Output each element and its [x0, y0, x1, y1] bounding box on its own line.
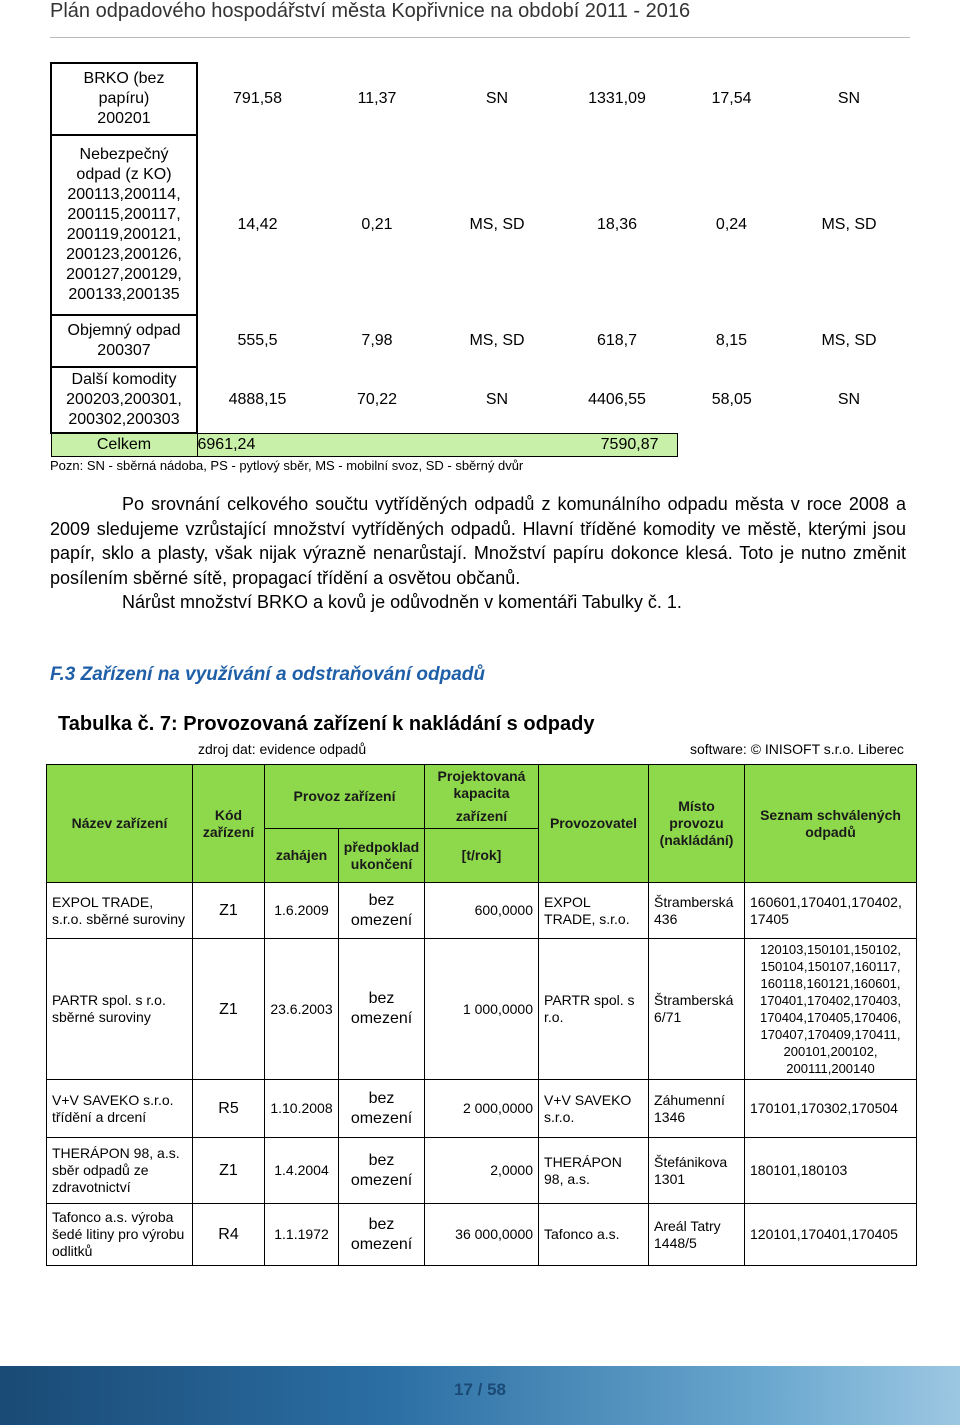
cell-zahajen: 1.10.2008: [265, 1080, 339, 1138]
value-cell: SN: [837, 90, 861, 107]
value-cell: 70,22: [356, 390, 398, 408]
value-cell: 791,58: [233, 90, 282, 107]
cell-zahajen: 1.1.1972: [265, 1204, 339, 1266]
value-cell: 58,05: [711, 391, 752, 408]
value-cell: SN: [485, 90, 509, 107]
cell-ukonceni: bez omezení: [339, 1138, 425, 1204]
data-source: zdroj dat: evidence odpadů: [198, 741, 367, 757]
header-kapacita: Projektovaná kapacita zařízení: [425, 765, 539, 829]
value-cell: MS, SD: [821, 216, 877, 233]
cell-seznam: 120103,150101,150102, 150104,150107,160117, 160118,160121,160601, 170401,170402,170403, 170404,170405,170406, 170407,170409,170411, 200101,200102, 200111,200140: [745, 939, 917, 1080]
cell-provozovatel: EXPOL TRADE, s.r.o.: [539, 883, 649, 939]
paragraph-text: Nárůst množství BRKO a kovů je odůvodněn v komentáři Tabulky č. 1.: [122, 592, 682, 612]
cell-ukonceni: bez omezení: [339, 1204, 425, 1266]
table-row: [47, 883, 917, 939]
value-cell: MS, SD: [821, 332, 877, 349]
value-cell: MS, SD: [469, 332, 525, 349]
header-kod: Kód zařízení: [193, 765, 265, 883]
value-cell: 8,15: [715, 332, 748, 349]
cell-misto: Štramberská 436: [649, 883, 745, 939]
total-2009: 7590,87: [557, 433, 677, 457]
table-row: [47, 939, 917, 1080]
table-note: Pozn: SN - sběrná nádoba, PS - pytlový sběr, MS - mobilní svoz, SD - sběrný dvůr: [50, 458, 524, 473]
comment-paragraph: [50, 492, 906, 615]
cell-kod: Z1: [193, 939, 265, 1080]
cell-provozovatel: PARTR spol. s r.o.: [539, 939, 649, 1080]
page-number: 17 / 58: [454, 1380, 506, 1399]
table-row: [51, 63, 911, 135]
value-cell: 0,24: [715, 216, 748, 233]
table-row: [47, 1080, 917, 1138]
collected-waste-table: [50, 62, 912, 457]
cell-nazev: PARTR spol. s r.o. sběrné suroviny: [47, 939, 193, 1080]
row-label: Objemný odpad 200307: [51, 315, 197, 367]
table-row: [47, 1204, 917, 1266]
header-ukonceni: předpoklad ukončení: [339, 829, 425, 883]
cell-seznam: 160601,170401,170402, 17405: [745, 883, 917, 939]
cell-seznam: 170101,170302,170504: [745, 1080, 917, 1138]
table-row: [51, 135, 911, 315]
header-zahajen: zahájen: [265, 829, 339, 883]
header-divider: [50, 37, 910, 38]
row-label: Nebezpečný odpad (z KO) 200113,200114, 200115,200117, 200119,200121, 200123,200126, 200127,200129, 200133,200135: [51, 135, 197, 315]
cell-provozovatel: Tafonco a.s.: [539, 1204, 649, 1266]
cell-kapacita: 1 000,0000: [425, 939, 539, 1080]
cell-provozovatel: V+V SAVEKO s.r.o.: [539, 1080, 649, 1138]
row-label: BRKO (bez papíru) 200201: [51, 63, 197, 135]
value-cell: 0,21: [361, 216, 393, 233]
value-cell: 17,54: [711, 90, 752, 107]
header-provoz: Provoz zařízení: [265, 765, 425, 829]
cell-ukonceni: bez omezení: [339, 883, 425, 939]
total-label: Celkem: [51, 433, 197, 457]
header-nazev: Název zařízení: [47, 765, 193, 883]
facilities-table: [46, 764, 917, 1266]
cell-misto: Štramberská 6/71: [649, 939, 745, 1080]
cell-kod: R4: [193, 1204, 265, 1266]
section-heading: F.3 Zařízení na využívání a odstraňování odpadů: [50, 664, 485, 685]
cell-seznam: 120101,170401,170405: [745, 1204, 917, 1266]
cell-misto: Štefánikova 1301: [649, 1138, 745, 1204]
value-cell: MS, SD: [469, 216, 525, 233]
value-cell: 14,42: [237, 216, 278, 233]
table-row: [47, 1138, 917, 1204]
cell-ukonceni: bez omezení: [339, 1080, 425, 1138]
value-cell: 4406,55: [588, 390, 646, 408]
value-cell: 1331,09: [588, 90, 646, 107]
header-provozovatel: Provozovatel: [539, 765, 649, 883]
value-cell: 18,36: [596, 216, 638, 233]
total-2008: 6961,24: [197, 433, 317, 457]
value-cell: 618,7: [596, 332, 638, 349]
cell-ukonceni: bez omezení: [339, 939, 425, 1080]
value-cell: SN: [837, 391, 861, 408]
software-credit: software: © INISOFT s.r.o. Liberec: [690, 741, 904, 757]
header-seznam: Seznam schválených odpadů: [745, 765, 917, 883]
cell-zahajen: 23.6.2003: [265, 939, 339, 1080]
cell-nazev: V+V SAVEKO s.r.o. třídění a drcení: [47, 1080, 193, 1138]
cell-provozovatel: THERÁPON 98, a.s.: [539, 1138, 649, 1204]
cell-nazev: THERÁPON 98, a.s. sběr odpadů ze zdravotnictví: [47, 1138, 193, 1204]
header-misto: Místo provozu (nakládání): [649, 765, 745, 883]
table-row: [51, 367, 911, 433]
cell-kapacita: 600,0000: [425, 883, 539, 939]
cell-zahajen: 1.4.2004: [265, 1138, 339, 1204]
table-caption: Tabulka č. 7: Provozovaná zařízení k nakládání s odpady: [58, 713, 595, 735]
cell-seznam: 180101,180103: [745, 1138, 917, 1204]
total-row: [51, 433, 911, 457]
cell-nazev: EXPOL TRADE, s.r.o. sběrné suroviny: [47, 883, 193, 939]
value-cell: 4888,15: [228, 390, 287, 408]
paragraph-text: Po srovnání celkového součtu vytříděných odpadů z komunálního odpadu města v roce 2008 a 2009 sledujeme vzrůstající množství vytříděných odpadů. Hlavní tříděné komodity ve městě, kterými jsou papír, sklo a plasty, však nijak výrazně nenarůstají. Množství papíru dokonce klesá. Toto je nutno změnit posílením sběrné sítě, propagací třídění a osvětou občanů.: [50, 494, 906, 588]
document-header: Plán odpadového hospodářství města Kopřivnice na období 2011 - 2016: [50, 0, 691, 22]
cell-kod: Z1: [193, 1138, 265, 1204]
cell-zahajen: 1.6.2009: [265, 883, 339, 939]
cell-kod: Z1: [193, 883, 265, 939]
cell-nazev: Tafonco a.s. výroba šedé litiny pro výrobu odlitků: [47, 1204, 193, 1266]
cell-kod: R5: [193, 1080, 265, 1138]
cell-kapacita: 2 000,0000: [425, 1080, 539, 1138]
cell-kapacita: 36 000,0000: [425, 1204, 539, 1266]
value-cell: SN: [485, 390, 509, 408]
value-cell: 555,5: [237, 332, 278, 349]
table-row: [51, 315, 911, 367]
cell-kapacita: 2,0000: [425, 1138, 539, 1204]
cell-misto: Záhumenní 1346: [649, 1080, 745, 1138]
row-label: Další komodity 200203,200301, 200302,200303: [51, 367, 197, 433]
header-kap-unit: [t/rok]: [425, 829, 539, 883]
value-cell: 7,98: [361, 332, 393, 349]
value-cell: 11,37: [357, 90, 397, 107]
cell-misto: Areál Tatry 1448/5: [649, 1204, 745, 1266]
